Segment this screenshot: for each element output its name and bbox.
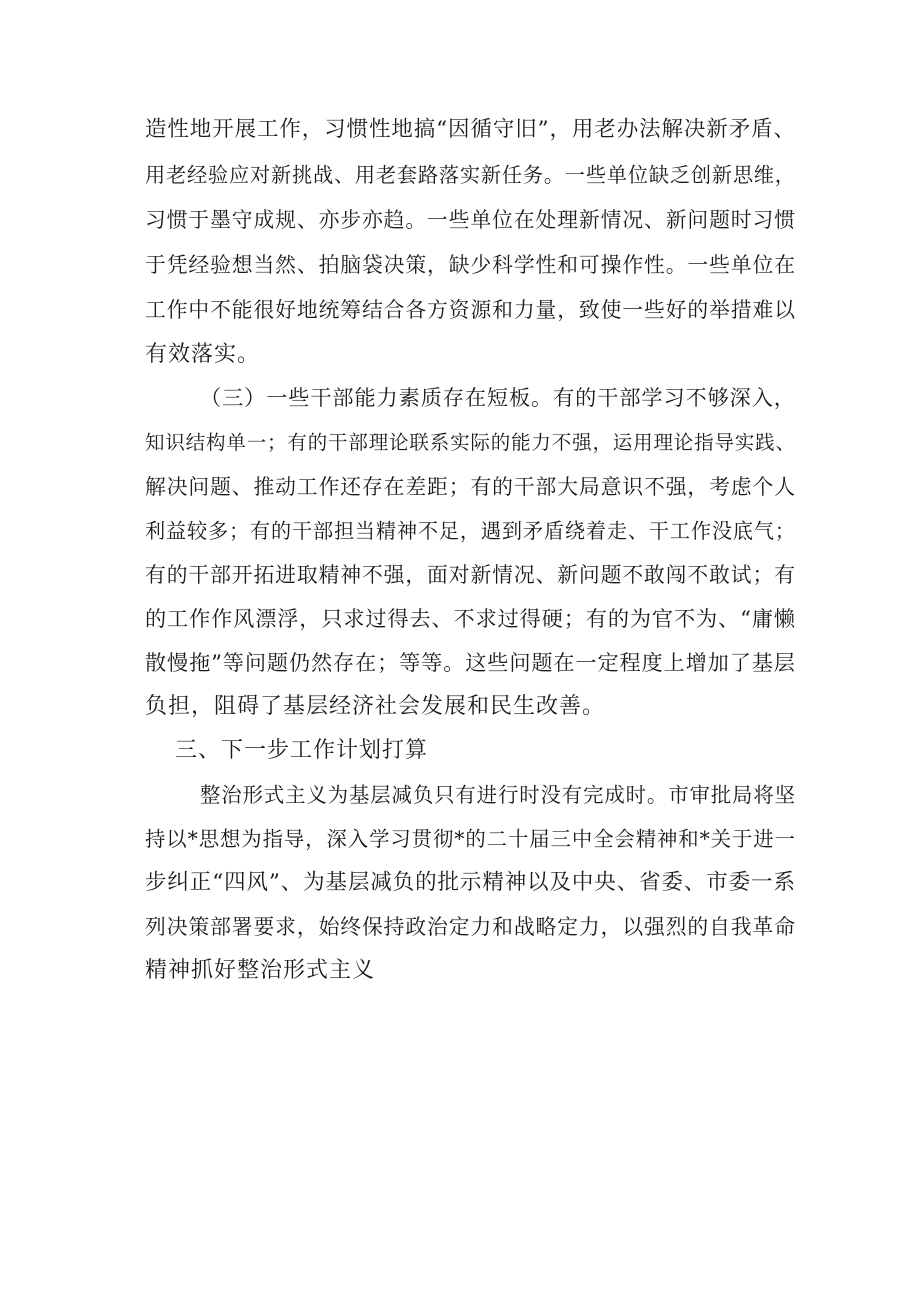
paragraph-3-line-5: 精神抓好整治形式主义 (145, 958, 376, 983)
section-heading-3: 三、下一步工作计划打算 (175, 738, 429, 763)
paragraph-2-line-5: 有的干部开拓进取精神不强，面对新情况、新问题不敢闯不敢试；有 (145, 563, 795, 587)
paragraph-2-line-4: 利益较多；有的干部担当精神不足，遇到矛盾绕着走、干工作没底气； (145, 519, 795, 543)
paragraph-2-line-2: 知识结构单一；有的干部理论联系实际的能力不强，运用理论指导实践、 (145, 431, 795, 454)
paragraph-1-line-3: 习惯于墨守成规、亦步亦趋。一些单位在处理新情况、新问题时习惯 (145, 208, 795, 232)
paragraph-1-line-4: 于凭经验想当然、拍脑袋决策，缺少科学性和可操作性。一些单位在 (145, 253, 795, 277)
paragraph-2-line-1: （三）一些干部能力素质存在短板。有的干部学习不够深入， (200, 385, 795, 410)
paragraph-3-line-3: 步纠正“四风”、为基层减负的批示精神以及中央、省委、市委一系 (145, 870, 795, 895)
paragraph-2-line-7: 散慢拖”等问题仍然存在；等等。这些问题在一定程度上增加了基层 (145, 650, 795, 675)
paragraph-1-line-5: 工作中不能很好地统筹结合各方资源和力量，致使一些好的举措难以 (145, 298, 795, 322)
paragraph-3-line-2: 持以*思想为指导，深入学习贯彻*的二十届三中全会精神和*关于进一 (145, 827, 795, 851)
paragraph-2-line-8: 负担，阻碍了基层经济社会发展和民生改善。 (145, 694, 606, 719)
paragraph-1-line-6: 有效落实。 (145, 342, 261, 367)
paragraph-3-line-1: 整治形式主义为基层减负只有进行时没有完成时。市审批局将坚 (200, 783, 795, 807)
paragraph-2-line-3: 解决问题、推动工作还存在差距；有的干部大局意识不强，考虑个人 (145, 475, 795, 499)
paragraph-3-line-4: 列决策部署要求，始终保持政治定力和战略定力，以强烈的自我革命 (145, 915, 795, 939)
paragraph-2-line-6: 的工作作风漂浮，只求过得去、不求过得硬；有的为官不为、“庸懒 (145, 606, 795, 631)
paragraph-1-line-1: 造性地开展工作，习惯性地搞“因循守旧”，用老办法解决新矛盾、 (145, 117, 795, 142)
paragraph-1-line-2: 用老经验应对新挑战、用老套路落实新任务。一些单位缺乏创新思维， (145, 163, 795, 187)
